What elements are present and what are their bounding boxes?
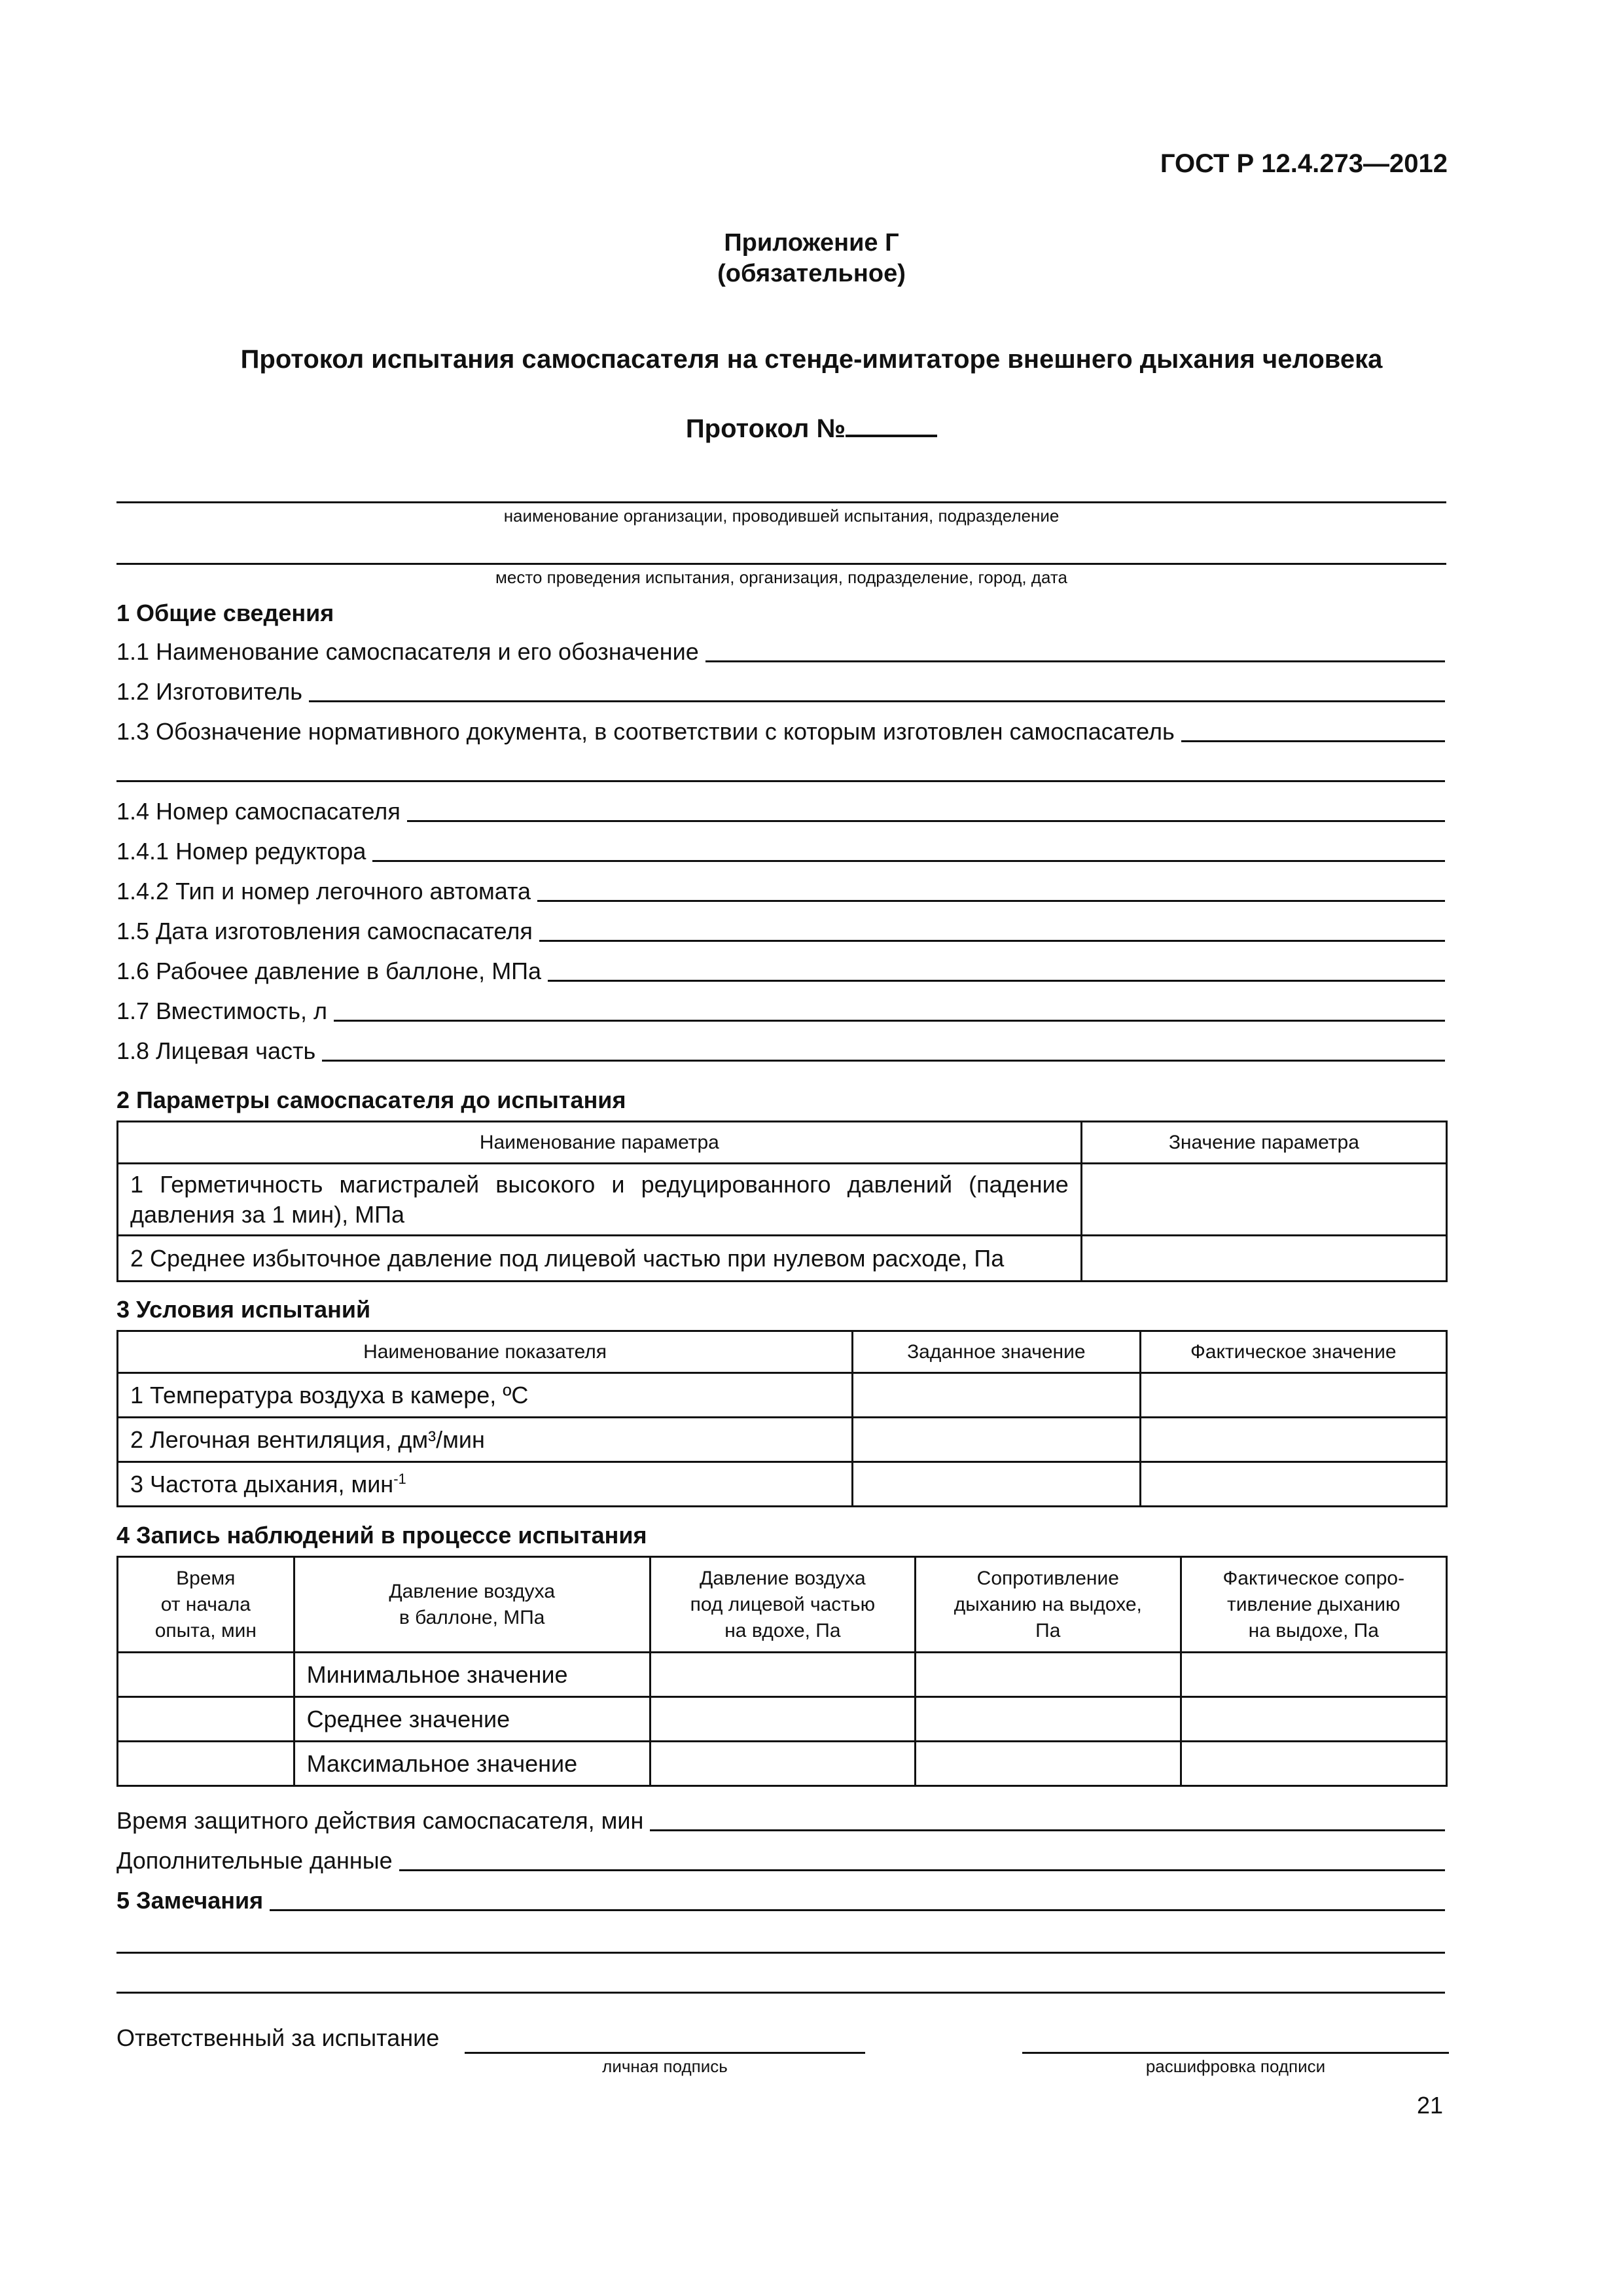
- input-line[interactable]: [334, 994, 1445, 1022]
- time-cell[interactable]: [118, 1653, 294, 1697]
- value-cell[interactable]: [650, 1697, 915, 1742]
- value-cell[interactable]: [650, 1653, 915, 1697]
- header-line: Сопротивление: [976, 1567, 1119, 1589]
- value-kind: Максимальное значение: [294, 1742, 650, 1786]
- input-line[interactable]: [548, 954, 1445, 982]
- field-label: 1.4.2 Тип и номер легочного автомата: [116, 878, 531, 905]
- column-header: Наименование показателя: [118, 1331, 853, 1373]
- table-row: [118, 1418, 1447, 1462]
- input-line[interactable]: [116, 754, 1445, 782]
- input-line[interactable]: [650, 1803, 1445, 1831]
- field-1-3-continued: [116, 752, 1445, 785]
- time-cell[interactable]: [118, 1742, 294, 1786]
- input-line[interactable]: [270, 1883, 1445, 1911]
- field-label: 1.6 Рабочее давление в баллоне, МПа: [116, 958, 542, 984]
- field-1-6: [116, 952, 1445, 984]
- table-header-row: [118, 1557, 1447, 1653]
- table-row: [118, 1697, 1447, 1742]
- parameter-value-cell[interactable]: [1081, 1164, 1446, 1236]
- header-line: тивление дыханию: [1227, 1593, 1400, 1615]
- table-row: [118, 1742, 1447, 1786]
- field-protect-time: [116, 1801, 1445, 1834]
- header-line: Па: [1035, 1619, 1061, 1641]
- field-label: 1.8 Лицевая часть: [116, 1037, 316, 1064]
- column-header: Значение параметра: [1081, 1122, 1446, 1164]
- field-1-8: [116, 1031, 1445, 1064]
- column-header-exhale-resistance: [916, 1557, 1181, 1653]
- parameter-value-cell[interactable]: [1081, 1236, 1446, 1282]
- header-line: Время: [176, 1567, 236, 1589]
- field-1-4-2: [116, 872, 1445, 905]
- field-additional: [116, 1841, 1445, 1874]
- value-cell[interactable]: [1181, 1653, 1446, 1697]
- section-4-title: 4 Запись наблюдений в процессе испытания: [116, 1522, 647, 1549]
- field-label: 5 Замечания: [116, 1887, 264, 1914]
- field-1-4-1: [116, 832, 1445, 865]
- field-label: 1.4.1 Номер редуктора: [116, 838, 366, 865]
- personal-signature-caption: личная подпись: [602, 2056, 728, 2076]
- set-value-cell[interactable]: [853, 1462, 1140, 1507]
- signature-decoding-line[interactable]: [1022, 2052, 1449, 2054]
- field-1-2: [116, 672, 1445, 705]
- header-line: на вдохе, Па: [724, 1619, 841, 1641]
- actual-value-cell[interactable]: [1140, 1418, 1446, 1462]
- observations-table: [116, 1556, 1448, 1787]
- parameter-name: 1 Герметичность магистралей высокого и редуцированного давлений (падение давления за 1 мин), МПа: [118, 1164, 1082, 1236]
- table-row: [118, 1373, 1447, 1418]
- header-line: под лицевой частью: [690, 1593, 876, 1615]
- header-line: Фактическое сопро-: [1222, 1567, 1405, 1589]
- page-number: 21: [1416, 2092, 1443, 2119]
- table-header-row: [118, 1331, 1447, 1373]
- value-cell[interactable]: [1181, 1697, 1446, 1742]
- header-line: на выдохе, Па: [1248, 1619, 1379, 1641]
- conditions-table: [116, 1330, 1448, 1507]
- field-label: 1.1 Наименование самоспасателя и его обозначение: [116, 638, 699, 665]
- field-1-4: [116, 792, 1445, 825]
- table-row: [118, 1653, 1447, 1697]
- table-row: [118, 1462, 1447, 1507]
- set-value-cell[interactable]: [853, 1373, 1140, 1418]
- place-caption: место проведения испытания, организация, подразделение, город, дата: [495, 567, 1067, 587]
- header-line: в баллоне, МПа: [399, 1606, 545, 1628]
- input-line[interactable]: [372, 834, 1445, 862]
- input-line[interactable]: [322, 1033, 1445, 1062]
- parameter-name: 2 Среднее избыточное давление под лицевой частью при нулевом расходе, Па: [118, 1236, 1082, 1282]
- document-title: Протокол испытания самоспасателя на стенде-имитаторе внешнего дыхания человека: [240, 345, 1383, 374]
- signature-label: Ответственный за испытание: [116, 2024, 440, 2051]
- table-row: [118, 1236, 1447, 1282]
- condition-name: 1 Температура воздуха в камере, ºС: [118, 1373, 853, 1418]
- header-line: дыханию на выдохе,: [954, 1593, 1142, 1615]
- remarks-line-3[interactable]: [116, 1992, 1445, 1994]
- actual-value-cell[interactable]: [1140, 1462, 1446, 1507]
- input-line[interactable]: [407, 794, 1445, 822]
- parameters-table: [116, 1121, 1448, 1282]
- value-cell[interactable]: [916, 1653, 1181, 1697]
- column-header-mask-pressure: [650, 1557, 915, 1653]
- field-label: 1.2 Изготовитель: [116, 678, 303, 705]
- input-line[interactable]: [309, 674, 1445, 702]
- input-line[interactable]: [539, 914, 1445, 942]
- field-label: Время защитного действия самоспасателя, мин: [116, 1807, 644, 1834]
- header-line: Давление воздуха: [389, 1580, 556, 1602]
- column-header: Заданное значение: [853, 1331, 1140, 1373]
- org-name-line[interactable]: [116, 501, 1446, 503]
- field-remarks: [116, 1881, 1445, 1914]
- protocol-number: [0, 412, 1623, 444]
- table-row: [118, 1164, 1447, 1236]
- column-header: Наименование параметра: [118, 1122, 1082, 1164]
- superscript: -1: [393, 1470, 406, 1487]
- field-label: 1.3 Обозначение нормативного документа, в соответствии с которым изготовлен самоспасатель: [116, 718, 1175, 745]
- appendix-title: Приложение Г: [724, 229, 899, 257]
- header-line: от начала: [160, 1593, 251, 1615]
- condition-name-text: 3 Частота дыхания, мин: [130, 1470, 394, 1498]
- signature-decoding-caption: расшифровка подписи: [1145, 2056, 1326, 2076]
- column-header-cylinder-pressure: [294, 1557, 650, 1653]
- value-cell[interactable]: [916, 1697, 1181, 1742]
- section-2-title: 2 Параметры самоспасателя до испытания: [116, 1086, 626, 1113]
- appendix-status: (обязательное): [717, 260, 906, 287]
- value-cell[interactable]: [916, 1742, 1181, 1786]
- input-line[interactable]: [1181, 714, 1445, 742]
- org-caption: наименование организации, проводившей испытания, подразделение: [503, 506, 1060, 526]
- field-1-3: [116, 712, 1445, 745]
- condition-name: [118, 1462, 853, 1507]
- field-1-1: [116, 632, 1445, 665]
- table-header-row: [118, 1122, 1447, 1164]
- column-header: Фактическое значение: [1140, 1331, 1446, 1373]
- protocol-label: Протокол №: [685, 414, 846, 443]
- value-kind: Минимальное значение: [294, 1653, 650, 1697]
- protocol-number-field[interactable]: [846, 412, 937, 437]
- input-line[interactable]: [705, 634, 1445, 662]
- input-line[interactable]: [399, 1843, 1445, 1871]
- value-cell[interactable]: [1181, 1742, 1446, 1786]
- condition-name: 2 Легочная вентиляция, дм³/мин: [118, 1418, 853, 1462]
- field-1-7: [116, 992, 1445, 1024]
- remarks-line-2[interactable]: [116, 1952, 1445, 1954]
- section-3-title: 3 Условия испытаний: [116, 1296, 371, 1323]
- input-line[interactable]: [537, 874, 1445, 902]
- field-label: 1.7 Вместимость, л: [116, 997, 328, 1024]
- section-1-title: 1 Общие сведения: [116, 600, 334, 626]
- set-value-cell[interactable]: [853, 1418, 1140, 1462]
- value-kind: Среднее значение: [294, 1697, 650, 1742]
- personal-signature-line[interactable]: [465, 2052, 865, 2054]
- field-1-5: [116, 912, 1445, 944]
- header-line: опыта, мин: [154, 1619, 257, 1641]
- column-header-actual-resistance: [1181, 1557, 1446, 1653]
- column-header-time: [118, 1557, 294, 1653]
- standard-number: ГОСТ Р 12.4.273—2012: [1160, 149, 1448, 178]
- time-cell[interactable]: [118, 1697, 294, 1742]
- header-line: Давление воздуха: [700, 1567, 866, 1589]
- field-label: 1.4 Номер самоспасателя: [116, 798, 401, 825]
- field-label: Дополнительные данные: [116, 1847, 393, 1874]
- actual-value-cell[interactable]: [1140, 1373, 1446, 1418]
- field-label: 1.5 Дата изготовления самоспасателя: [116, 918, 533, 944]
- value-cell[interactable]: [650, 1742, 915, 1786]
- place-line[interactable]: [116, 563, 1446, 565]
